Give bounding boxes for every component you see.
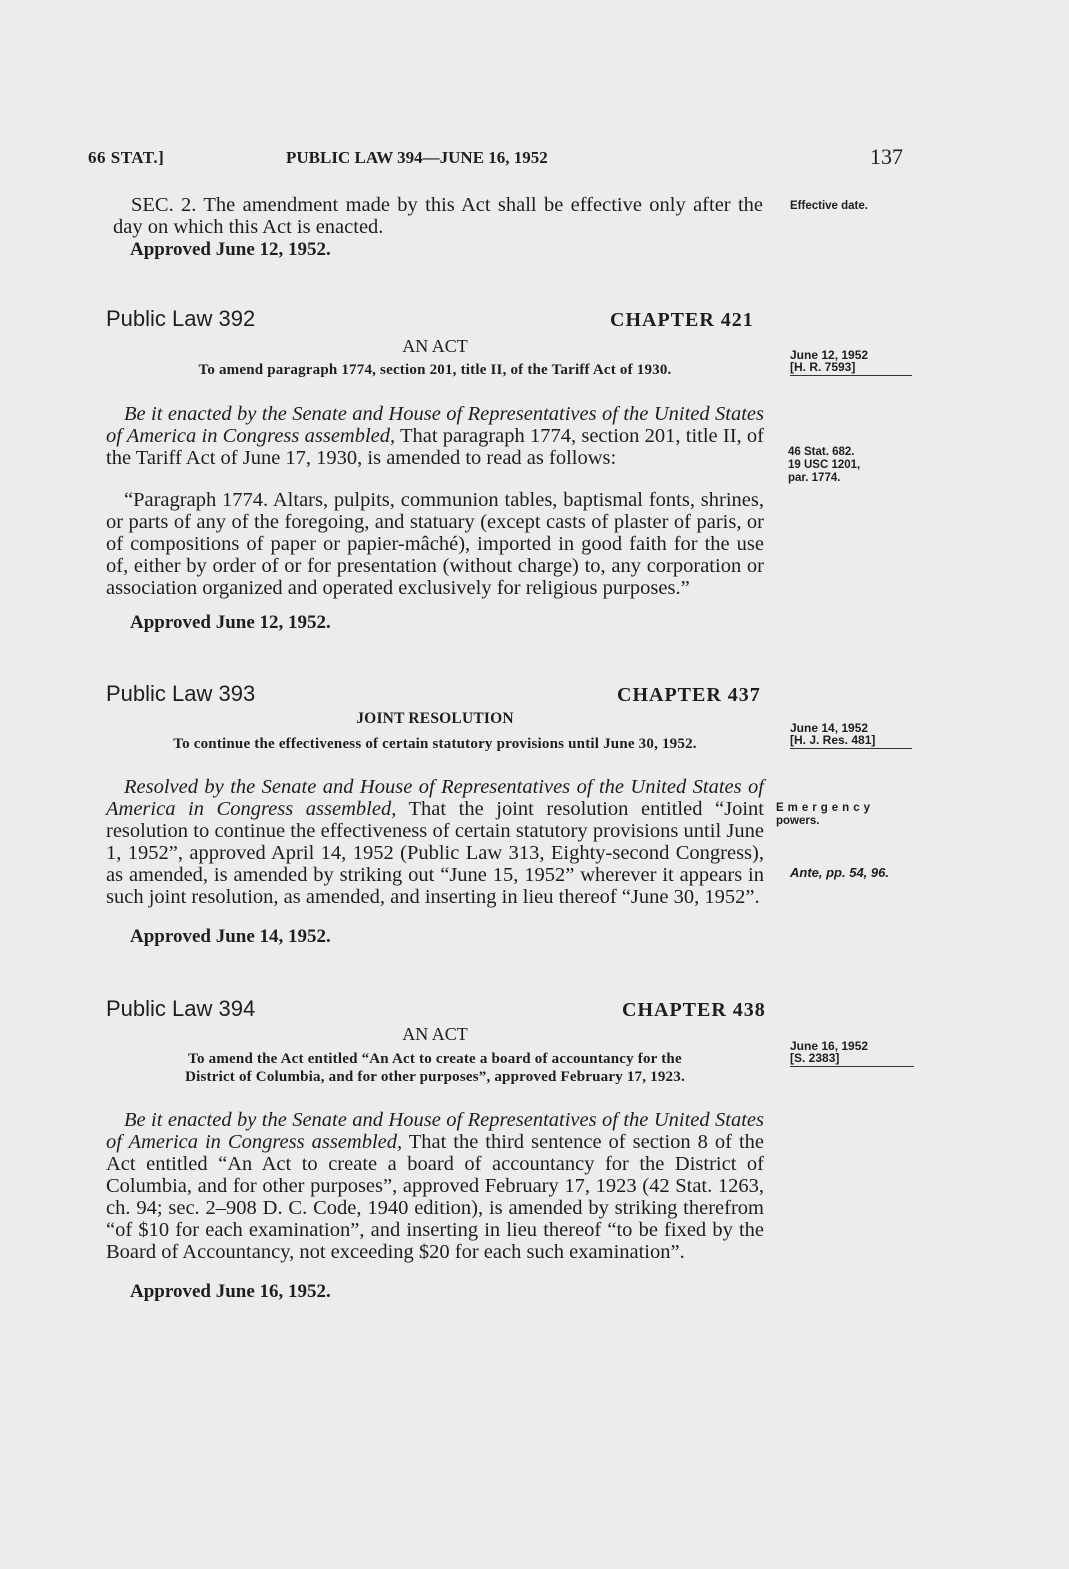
pl393-margin-topic-2: powers. — [776, 815, 820, 827]
pl392-enacting-paragraph — [106, 403, 764, 469]
pl394-subtitle — [106, 1050, 764, 1086]
pl392-quoted-paragraph: “Paragraph 1774. Altars, pulpits, communion tables, baptismal fonts, shrines, or parts of any of the foregoing, and statuary (except casts of plaster of paris, or of compositions of paper or papier-mâché), imported in good faith for the use of, either by order of or for presentation (without charge) to, any corporation or association organized and operated exclusively for religious purposes.” — [106, 489, 764, 599]
pl392-margin-date: June 12, 1952 — [790, 348, 869, 362]
header-volume: 66 STAT.] — [88, 148, 165, 167]
page-number: 137 — [870, 144, 903, 169]
running-header — [88, 144, 903, 172]
pl392-approved: Approved June 12, 1952. — [130, 612, 331, 633]
sec2-paragraph — [113, 194, 763, 238]
sec2-text: SEC. 2. The amendment made by this Act shall be effective only after the day on which this Act is enacted. — [113, 194, 763, 238]
margin-effective-date: Effective date. — [790, 200, 868, 212]
pl392-margin-citation — [788, 446, 860, 485]
pl392-margin-cite-2: 19 USC 1201, — [788, 459, 861, 471]
pl394-margin-date: June 16, 1952 — [790, 1039, 869, 1053]
pl393-margin-ref — [790, 722, 912, 749]
pl393-margin-ante: Ante, pp. 54, 96. — [790, 865, 889, 880]
pl393-act-type: JOINT RESOLUTION — [356, 710, 514, 727]
pl394-approved: Approved June 16, 1952. — [130, 1281, 331, 1302]
pl393-margin-date: June 14, 1952 — [790, 721, 869, 735]
pl394-subtitle-line-2: District of Columbia, and for other purposes”, approved February 17, 1923. — [185, 1069, 685, 1085]
pl393-label: Public Law 393 — [106, 681, 256, 706]
pl392-body: That paragraph 1774, section 201, title II, of the Tariff Act of June 17, 1930, is amended to read as follows: — [106, 425, 764, 469]
pl392-chapter: CHAPTER 421 — [610, 309, 754, 331]
sec2-approved: Approved June 12, 1952. — [130, 239, 331, 260]
pl392-subtitle: To amend paragraph 1774, section 201, title II, of the Tariff Act of 1930. — [198, 362, 672, 378]
pl394-enacting-clause: Be it enacted by the Senate and House of Representatives of the United States of America in Congress assembled, — [106, 1109, 764, 1153]
pl393-margin-bill: [H. J. Res. 481] — [790, 733, 876, 747]
pl393-margin-topic-1: Emergency — [776, 802, 875, 814]
pl393-subtitle: To continue the effectiveness of certain statutory provisions until June 30, 1952. — [173, 736, 697, 752]
pl392-label: Public Law 392 — [106, 306, 256, 331]
pl393-margin-topic — [776, 802, 874, 828]
pl392-act-type: AN ACT — [402, 336, 468, 356]
pl392-enacting-clause: Be it enacted by the Senate and House of Representatives of the United States of America in Congress assembled, — [106, 403, 764, 447]
pl393-chapter: CHAPTER 437 — [617, 684, 761, 706]
header-title: PUBLIC LAW 394—JUNE 16, 1952 — [286, 148, 548, 167]
pl393-body: That the joint resolution entitled “Joint resolution to continue the effectiveness of certain statutory provisions until June 1, 1952”, approved April 14, 1952 (Public Law 313, Eighty-second Congress), as amended, is amended by striking out “June 15, 1952” wherever it appears in such joint resolution, as amended, and inserting in lieu thereof “June 30, 1952”. — [106, 798, 764, 908]
pl392-margin-ref — [790, 349, 912, 376]
pl393-resolving-clause: Resolved by the Senate and House of Representatives of the United States of America in Congress assembled, — [106, 776, 764, 820]
pl392-margin-cite-1: 46 Stat. 682. — [788, 446, 855, 458]
pl394-enacting-paragraph — [106, 1109, 764, 1263]
pl394-subtitle-line-1: To amend the Act entitled “An Act to create a board of accountancy for the — [188, 1051, 682, 1067]
pl394-act-type: AN ACT — [402, 1024, 468, 1044]
pl393-resolving-paragraph — [106, 776, 764, 908]
pl394-chapter: CHAPTER 438 — [622, 999, 766, 1021]
pl393-approved: Approved June 14, 1952. — [130, 926, 331, 947]
pl394-margin-bill: [S. 2383] — [790, 1051, 840, 1065]
pl394-margin-ref — [790, 1040, 914, 1067]
pl394-body: That the third sentence of section 8 of the Act entitled “An Act to create a board of accountancy for the District of Columbia, and for other purposes”, approved February 17, 1923 (42 Stat. 1263, ch. 94; sec. 2–908 D. C. Code, 1940 edition), is amended by striking therefrom “of $10 for each examination”, and inserting in lieu thereof “to be fixed by the Board of Accountancy, not exceeding $20 for each such examination”. — [106, 1131, 764, 1263]
pl394-label: Public Law 394 — [106, 996, 256, 1021]
pl392-margin-bill: [H. R. 7593] — [790, 360, 856, 374]
pl392-margin-cite-3: par. 1774. — [788, 472, 841, 484]
